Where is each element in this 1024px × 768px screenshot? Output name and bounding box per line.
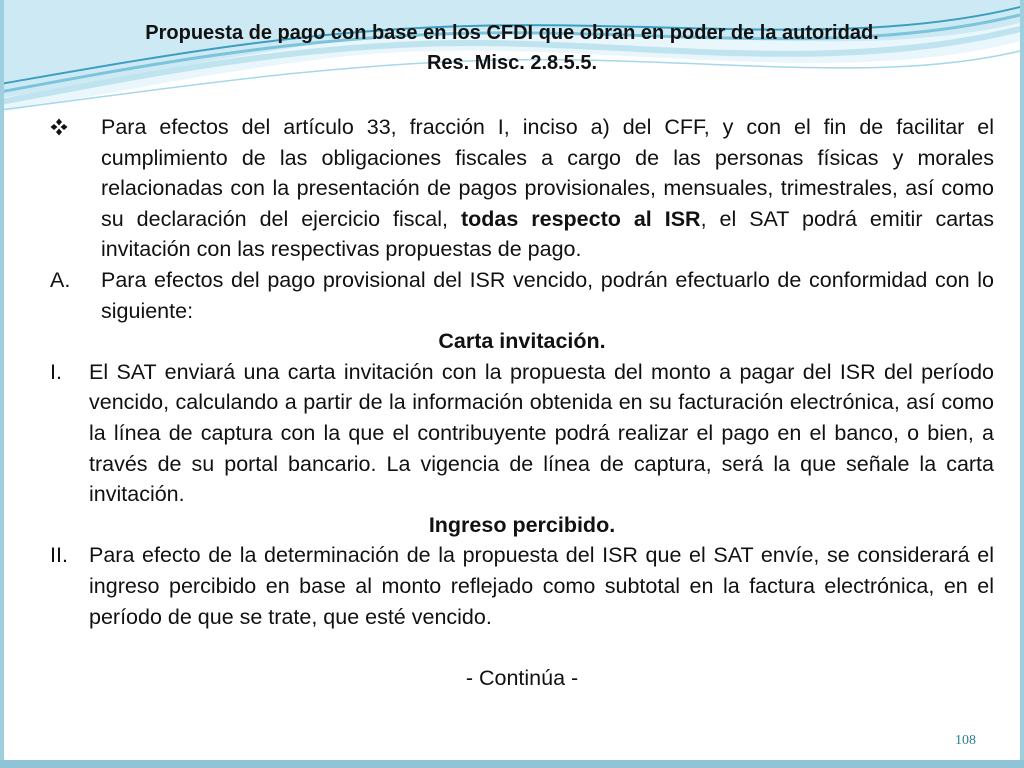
list-marker-i: I. bbox=[50, 359, 62, 384]
list-marker-a: A. bbox=[50, 267, 71, 292]
left-border bbox=[0, 0, 4, 768]
list-marker-ii: II. bbox=[50, 543, 68, 568]
continua-label: - Continúa - bbox=[465, 665, 579, 690]
list-item-ii bbox=[50, 540, 994, 632]
list-item-i bbox=[50, 357, 994, 510]
list-item-i-text: El SAT enviará una carta invitación con la propuesta del monto a pagar del ISR del período vencido, calculando a partir de la información obtenida en su facturación electrónica, así como la línea de captura con la que el contribuyente podrá realizar el pago en el banco, o bien, a través de su portal bancario. La vigencia de línea de captura, será la que señale la carta invitación. bbox=[89, 359, 994, 507]
heading-ingreso-percibido: Ingreso percibido. bbox=[428, 512, 616, 537]
heading-carta-invitacion: Carta invitación. bbox=[438, 329, 606, 354]
slide-title-line-2: Res. Misc. 2.8.5.5. bbox=[426, 52, 598, 74]
bullet-paragraph bbox=[50, 112, 994, 265]
diamond-bullet-icon bbox=[50, 112, 68, 143]
slide-body bbox=[50, 112, 994, 693]
list-item-ii-text: Para efecto de la determinación de la propuesta del ISR que el SAT envíe, se considerará el ingreso percibido en base al monto reflejado como subtotal en la factura electrónica, en el período de que se trate, que esté vencido. bbox=[89, 543, 994, 629]
bullet-text-end: , el SAT podrá emitir cartas invitación con las respectivas propuestas de pago. bbox=[101, 206, 994, 262]
slide-title bbox=[30, 18, 994, 78]
bullet-text-bold: todas respecto al ISR bbox=[460, 206, 701, 231]
slide-title-line-1: Propuesta de pago con base en los CFDI que obran en poder de la autoridad. bbox=[145, 22, 879, 44]
list-item-a-text: Para efectos del pago provisional del ISR vencido, podrán efectuarlo de conformidad con lo siguiente: bbox=[101, 267, 994, 323]
spacer bbox=[50, 632, 994, 663]
bottom-border bbox=[0, 760, 1024, 768]
bullet-text-start: Para efectos del artículo 33, fracción I, inciso a) del CFF, y con el fin de facilitar el cumplimiento de las obligaciones fiscales a cargo de las personas físicas y morales relacionadas con la presentación de pagos provisionales, mensuales, trimestrales, así como su declaración del ejercicio fiscal, bbox=[101, 115, 994, 231]
list-item-a bbox=[50, 265, 994, 326]
right-border bbox=[1020, 0, 1024, 768]
page-number: 108 bbox=[955, 733, 976, 748]
